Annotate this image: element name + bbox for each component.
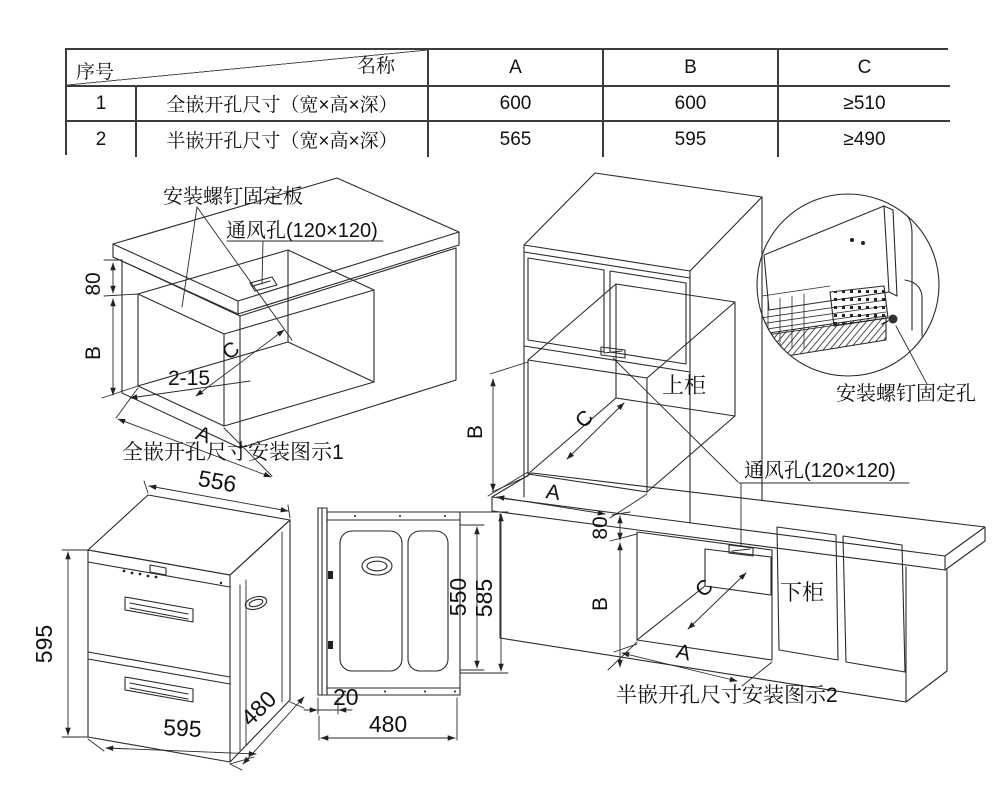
upper-shelf-line <box>524 346 690 372</box>
vent-slot <box>250 277 277 291</box>
lower-door-2 <box>843 536 905 672</box>
dim-c-upper: C <box>571 405 598 433</box>
dim-a-upper: A <box>544 480 562 506</box>
side-door-panel-1 <box>340 531 402 671</box>
dim-595-width: 595 <box>162 714 203 742</box>
upper-door-1 <box>528 258 604 352</box>
dim-595-height: 595 <box>31 624 57 664</box>
dim-a-lower: A <box>674 639 693 666</box>
dim-c-fig1: C <box>217 337 245 365</box>
screw-icon <box>889 315 898 324</box>
upper-niche-ceiling <box>528 284 735 378</box>
niche-ceiling <box>138 250 374 334</box>
side-body <box>327 512 460 695</box>
iso-handle-1 <box>125 597 193 622</box>
side-front-panel <box>318 508 327 695</box>
counter-top <box>492 473 985 570</box>
row2-a: 565 <box>429 122 604 157</box>
side-hinge-1 <box>328 571 333 579</box>
upper-cabinet-label: 上柜 <box>662 373 707 398</box>
detail-body-corner <box>902 212 922 336</box>
cabinet-left-face <box>122 261 240 448</box>
row1-name: 全嵌开孔尺寸（宽×高×深） <box>137 87 429 122</box>
screw-plate-label: 安装螺钉固定板 <box>163 186 303 208</box>
dim-a-fig1: A <box>192 421 214 449</box>
lower-cabinet-body <box>500 514 947 702</box>
fig1-caption: 全嵌开孔尺寸安装图示1 <box>122 441 344 464</box>
row2-no: 2 <box>67 122 137 157</box>
corner-col-header: 名称 <box>356 56 395 77</box>
fig2-caption: 半嵌开孔尺寸安装图示2 <box>616 684 838 707</box>
row1-no: 1 <box>67 87 137 122</box>
col-header-b: B <box>604 50 779 87</box>
dim-480-depth: 480 <box>235 685 282 731</box>
iso-side-handle-inner <box>248 598 263 608</box>
row2-c: ≥490 <box>779 122 950 157</box>
fig-detail-circle <box>757 194 976 405</box>
dim-80-fig1: 80 <box>82 272 105 296</box>
detail-tray-hatch <box>762 316 886 360</box>
iso-top-face <box>88 495 290 575</box>
col-header-a: A <box>429 50 604 87</box>
row2-b: 595 <box>604 122 779 157</box>
iso-drawer-divider <box>88 652 230 684</box>
product-iso-view <box>31 465 304 770</box>
dim-585: 585 <box>471 578 497 618</box>
corner-row-header: 序号 <box>76 62 115 83</box>
lower-cabinet-label: 下柜 <box>780 580 825 605</box>
side-door-panel-2 <box>408 531 448 671</box>
lower-niche-back <box>705 549 771 595</box>
dim-480-side: 480 <box>368 711 408 737</box>
dim-20: 20 <box>333 684 359 710</box>
iso-side-handle <box>244 594 268 612</box>
dim-b-upper: B <box>464 424 487 440</box>
row1-c: ≥510 <box>779 87 950 122</box>
screw-hole-label: 安装螺钉固定孔 <box>836 383 976 405</box>
vent-label-fig1: 通风孔(120×120) <box>226 220 378 242</box>
upper-niche-floor <box>528 398 735 492</box>
dim-556: 556 <box>196 464 239 498</box>
detail-content <box>760 206 922 360</box>
tall-cabinet-edges <box>524 197 762 523</box>
side-handle-cutout-inner <box>367 561 387 571</box>
fig-full-embed <box>82 178 459 477</box>
dim-b-lower: B <box>589 596 612 612</box>
upper-vent-slot <box>601 347 625 358</box>
side-hinge-2 <box>328 641 333 649</box>
vent-label-fig2: 通风孔(120×120) <box>744 460 896 482</box>
fig2-lower-dims <box>608 512 772 686</box>
dim-80-lower: 80 <box>589 516 612 540</box>
col-header-c: C <box>779 50 950 87</box>
dim-2-15-fig1: 2-15 <box>168 367 211 390</box>
dim-550: 550 <box>445 577 471 617</box>
dim-c-lower: C <box>691 574 718 602</box>
row2-name: 半嵌开孔尺寸（宽×高×深） <box>137 122 429 157</box>
iso-handle-2 <box>125 677 193 702</box>
iso-side-face <box>230 520 290 762</box>
row1-a: 600 <box>429 87 604 122</box>
iso-control-strip <box>88 562 230 587</box>
dim-b-fig1: B <box>82 345 105 361</box>
product-side-view <box>304 508 508 740</box>
row1-b: 600 <box>604 87 779 122</box>
fig-half-embed <box>464 173 985 707</box>
tall-cabinet-top <box>524 173 762 271</box>
